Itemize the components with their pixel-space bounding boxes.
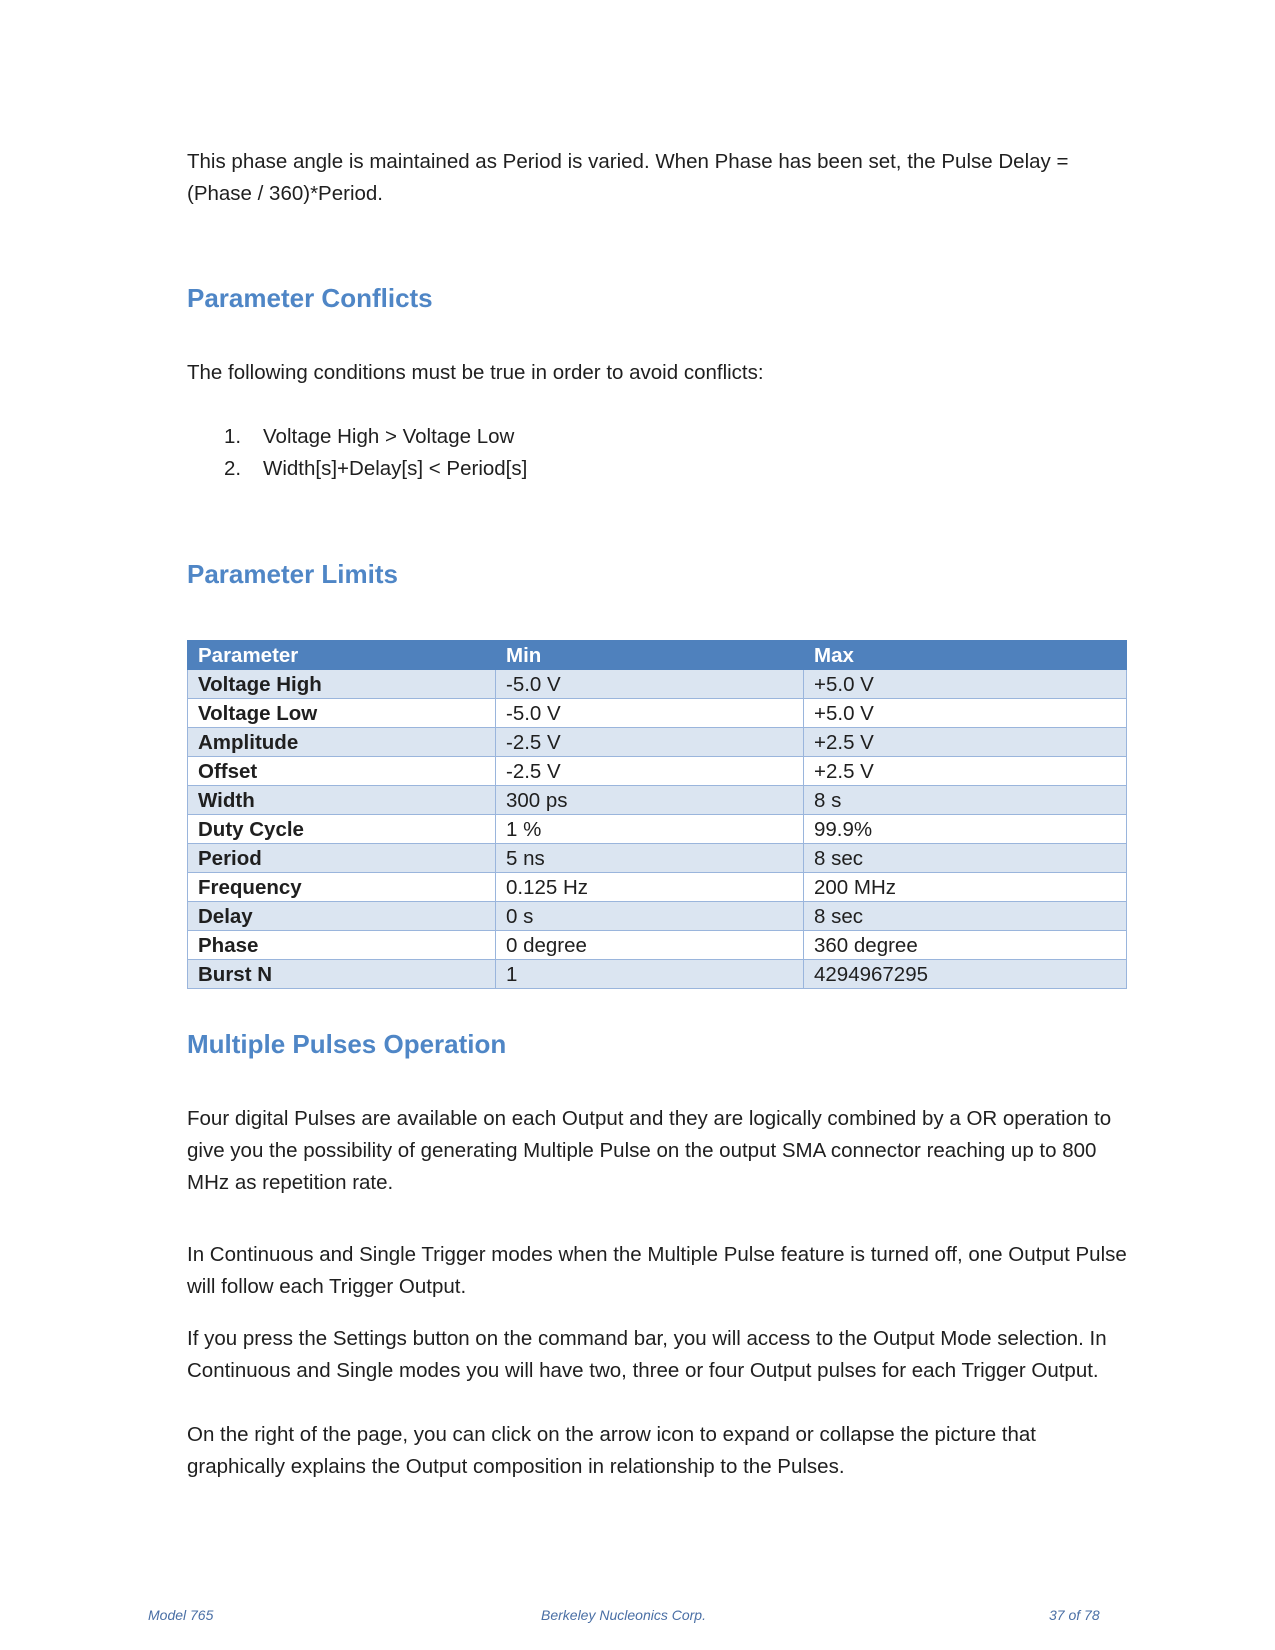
conflicts-list [187,421,527,485]
heading-multiple-pulses-operation: Multiple Pulses Operation [187,1029,507,1059]
parameter-name-cell: Frequency [188,873,496,902]
min-cell: 5 ns [496,844,804,873]
multiple-pulses-paragraph-3: If you press the Settings button on the command bar, you will access to the Output Mode selection. In Continuous and Single modes you will have two, three or four Output pulses for each Trigger Output. [187,1327,1107,1382]
max-cell: 200 MHz [804,873,1127,902]
min-cell: 0.125 Hz [496,873,804,902]
list-item-number: 2. [224,457,242,480]
min-cell: 1 [496,960,804,989]
table-row [188,960,1127,989]
intro-paragraph: This phase angle is maintained as Period is varied. When Phase has been set, the Pulse Delay = (Phase / 360)*Period. [187,150,1069,205]
max-cell: 8 sec [804,844,1127,873]
max-cell: 99.9% [804,815,1127,844]
footer-model: Model 765 [148,1607,214,1623]
table-row [188,728,1127,757]
column-header-min: Min [496,641,804,670]
list-item-number: 1. [224,425,242,448]
footer-page-number: 37 of 78 [1049,1607,1100,1623]
list-item [187,421,527,453]
max-cell: +5.0 V [804,670,1127,699]
footer-company: Berkeley Nucleonics Corp. [541,1607,706,1623]
max-cell: 360 degree [804,931,1127,960]
parameter-name-cell: Voltage Low [188,699,496,728]
max-cell: 8 sec [804,902,1127,931]
min-cell: 300 ps [496,786,804,815]
column-header-max: Max [804,641,1127,670]
min-cell: -2.5 V [496,728,804,757]
max-cell: 8 s [804,786,1127,815]
parameter-limits-table [187,640,1127,989]
parameter-name-cell: Phase [188,931,496,960]
max-cell: +2.5 V [804,728,1127,757]
min-cell: -2.5 V [496,757,804,786]
table-row [188,873,1127,902]
table-row [188,757,1127,786]
table-row [188,670,1127,699]
multiple-pulses-paragraph-4: On the right of the page, you can click on the arrow icon to expand or collapse the picture that graphically explains the Output composition in relationship to the Pulses. [187,1423,1036,1478]
parameter-name-cell: Amplitude [188,728,496,757]
table-header-row [188,641,1127,670]
max-cell: +2.5 V [804,757,1127,786]
list-item-text: Voltage High > Voltage Low [263,425,515,448]
min-cell: 1 % [496,815,804,844]
list-item [187,453,527,485]
table-row [188,902,1127,931]
list-item-text: Width[s]+Delay[s] < Period[s] [263,457,528,480]
column-header-parameter: Parameter [188,641,496,670]
parameter-name-cell: Delay [188,902,496,931]
table-row [188,931,1127,960]
heading-parameter-conflicts: Parameter Conflicts [187,283,433,313]
min-cell: -5.0 V [496,670,804,699]
table-row [188,844,1127,873]
table-row [188,786,1127,815]
table-row [188,815,1127,844]
conflicts-lead-paragraph: The following conditions must be true in order to avoid conflicts: [187,361,764,384]
parameter-name-cell: Duty Cycle [188,815,496,844]
min-cell: -5.0 V [496,699,804,728]
multiple-pulses-paragraph-2: In Continuous and Single Trigger modes when the Multiple Pulse feature is turned off, one Output Pulse will follow each Trigger Output. [187,1243,1127,1298]
parameter-name-cell: Width [188,786,496,815]
table-row [188,699,1127,728]
parameter-name-cell: Offset [188,757,496,786]
max-cell: +5.0 V [804,699,1127,728]
heading-parameter-limits: Parameter Limits [187,559,398,589]
parameter-name-cell: Voltage High [188,670,496,699]
parameter-name-cell: Burst N [188,960,496,989]
min-cell: 0 degree [496,931,804,960]
multiple-pulses-paragraph-1: Four digital Pulses are available on each Output and they are logically combined by a OR operation to give you the possibility of generating Multiple Pulse on the output SMA connector reaching up to 800 MHz as repetition rate. [187,1107,1112,1194]
min-cell: 0 s [496,902,804,931]
max-cell: 4294967295 [804,960,1127,989]
parameter-name-cell: Period [188,844,496,873]
